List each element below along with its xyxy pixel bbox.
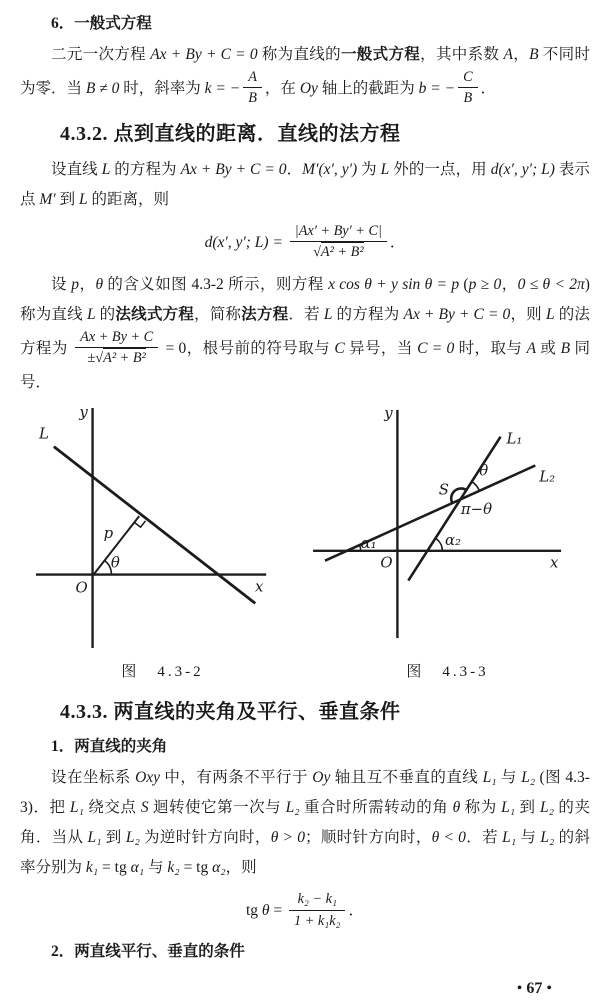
section-heading-432: 4.3.2. 点到直线的距离．直线的法方程 — [60, 122, 401, 145]
fig432-label-y: y — [78, 403, 88, 422]
figure-432-drawing — [27, 402, 299, 652]
figure-433-drawing — [312, 402, 584, 652]
fig433-label-alpha1: α₁ — [360, 534, 377, 553]
fig433-alpha2-arc — [435, 539, 442, 552]
formula-distance: d(x′, y′; L) = $\frac{|Ax' + By' + C|}{\text{√A² + B²}}$ ． — [204, 222, 406, 261]
figure-432 — [20, 402, 305, 687]
fig433-label-y: y — [383, 404, 393, 423]
fig433-label-o: O — [379, 554, 393, 573]
formula-tangent: tg θ = $\frac{\text{k₂ − k₁}}{\text{1 + k₁k₂}}$ ． — [245, 891, 364, 929]
paragraph-distance-intro: 设直线 L 的方程为 Ax + By + C = 0．M′(x′, y′) 为 L 外的一点，用 d(x′, y′; L) 表示点 M′ 到 L 的距离，则 — [20, 160, 590, 208]
figures-row — [20, 402, 590, 687]
fig433-label-l1: L₁ — [506, 430, 522, 449]
fig433-theta-arc — [471, 482, 478, 490]
fig432-label-x: x — [254, 577, 263, 596]
fig432-label-p: p — [103, 524, 113, 543]
paragraph-general-form: 二元一次方程 Ax + By + C = 0 称为直线的一般式方程，其中系数 A，B 不同时为零．当 B ≠ 0 时，斜率为 k = − $\frac{A}{B}$ ，在 Oy 轴上的截距为 b = − $\frac{C}{B}$ ． — [20, 46, 590, 107]
fig432-label-o: O — [75, 578, 88, 597]
fig432-right-angle-mark — [134, 521, 145, 527]
page-number: • 67 • — [516, 980, 552, 998]
item-heading-parallel-perpendicular: 2．两直线平行、垂直的条件 — [51, 943, 245, 961]
fig433-label-pi-theta: π−θ — [460, 500, 492, 519]
fig433-label-l2: L₂ — [538, 467, 555, 486]
figure-433 — [305, 402, 590, 687]
page — [20, 10, 590, 1004]
paragraph-angle: 设在坐标系 Oxy 中，有两条不平行于 Oy 轴且互不垂直的直线 L₁ 与 L₂ (图 4.3-3)．把 L₁ 绕交点 S 迴转使它第一次与 L₂ 重合时所需转动的角 θ 称为 L₁ 到 L₂ 的夹角．当从 L₁ 到 L₂ 为逆时针方向时，θ > 0；顺时针方向时，θ < 0．若 L₁ 与 L₂ 的斜率分别为 k₁ = tg α₁ 与 k₂ = tg α₂，则 — [20, 769, 590, 877]
fig433-label-s: S — [438, 480, 449, 499]
section-heading-433: 4.3.3. 两直线的夹角及平行、垂直条件 — [60, 701, 401, 724]
item-heading-general-form: 6．一般式方程 — [51, 15, 152, 32]
item-heading-angle: 1．两直线的夹角 — [51, 738, 168, 756]
figure-433-caption: 图 4.3-3 — [406, 664, 489, 681]
fig433-label-alpha2: α₂ — [444, 531, 461, 550]
figure-432-caption: 图 4.3-2 — [121, 664, 204, 681]
paragraph-normal-equation: 设 p，θ 的含义如图 4.3-2 所示，则方程 x cos θ + y sin θ = p (p ≥ 0，0 ≤ θ < 2π) 称为直线 L 的法线式方程，简称法方程．若 L 的方程为 Ax + By + C = 0，则 L 的法方程为 $\frac{Ax + By + C}{\text{±√A² + B²}}$ = 0，根号前的符号取与 C 异号，当 C = 0 时，取与 A 或 B 同号． — [20, 275, 590, 392]
fig433-label-x: x — [549, 554, 558, 573]
fig432-label-l: L — [38, 425, 49, 444]
fig432-label-theta: θ — [110, 554, 120, 573]
fig433-label-theta: θ — [478, 461, 488, 480]
